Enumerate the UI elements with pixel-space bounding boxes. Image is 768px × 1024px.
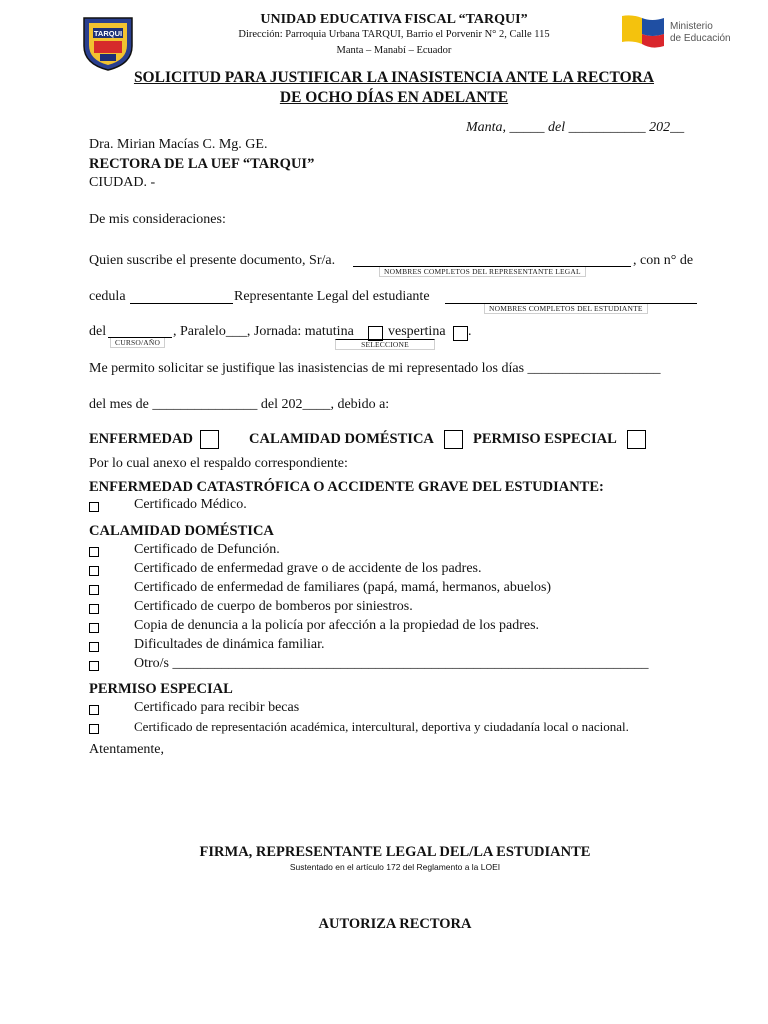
annex-text: Por lo cual anexo el respaldo correspondiente: [89,456,348,471]
recipient-city: CIUDAD. - [89,175,156,190]
checkbox-bomberos[interactable] [89,604,99,614]
section-catastrofica-title: ENFERMEDAD CATASTRÓFICA O ACCIDENTE GRAVE DEL ESTUDIANTE: [89,479,604,495]
item-defuncion: Certificado de Defunción. [134,542,280,557]
reason-calamidad-label: CALAMIDAD DOMÉSTICA [249,431,434,447]
reason-calamidad-checkbox[interactable] [444,430,463,449]
item-dinamica-familiar: Dificultades de dinámica familiar. [134,637,325,652]
reason-enfermedad-checkbox[interactable] [200,430,219,449]
item-becas: Certificado para recibir becas [134,700,300,715]
vespertina-checkbox[interactable] [453,326,468,341]
checkbox-enfermedad-familiares[interactable] [89,585,99,595]
item-representacion: Certificado de representación académica, intercultural, deportiva y ciudadanía local o nacional. [134,719,629,734]
school-address: Dirección: Parroquia Urbana TARQUI, Barrio el Porvenir N° 2, Calle 115 [238,29,550,40]
vespertina-label: vespertina [388,324,446,339]
school-name: UNIDAD EDUCATIVA FISCAL “TARQUI” [260,12,528,27]
student-label: Representante Legal del estudiante [234,289,430,304]
school-location: Manta – Manabí – Ecuador [336,45,452,56]
course-label: del [89,324,107,339]
closing-text: Atentamente, [89,742,165,757]
select-caption: SELECCIONE [335,339,435,350]
signature-label: FIRMA, REPRESENTANTE LEGAL DEL/LA ESTUDIANTE [199,844,591,860]
document-title-line1: SOLICITUD PARA JUSTIFICAR LA INASISTENCIA ANTE LA RECTORA [133,69,655,86]
checkbox-certificado-medico[interactable] [89,502,99,512]
reason-permiso-label: PERMISO ESPECIAL [473,431,617,447]
reason-enfermedad-label: ENFERMEDAD [89,431,193,447]
checkbox-otros[interactable] [89,661,99,671]
logo-text: TARQUI [93,29,123,38]
ministry-name-line1: Ministerio [670,21,713,32]
course-caption: CURSO/AÑO [110,338,165,348]
paralelo-jornada-label: , Paralelo___, Jornada: matutina [173,324,354,339]
checkbox-denuncia[interactable] [89,623,99,633]
item-bomberos: Certificado de cuerpo de bomberos por siniestros. [134,599,413,614]
period-dot: . [468,324,472,339]
cedula-field[interactable] [130,303,233,304]
item-denuncia: Copia de denuncia a la policía por afección a la propiedad de los padres. [134,618,540,633]
date-line: Manta, _____ del ___________ 202__ [466,120,685,135]
checkbox-defuncion[interactable] [89,547,99,557]
item-otros: Otro/s ____________________________________________________________________ [134,656,649,671]
representative-name-caption: NOMBRES COMPLETOS DEL REPRESENTANTE LEGAL [379,267,586,277]
document-title-line2: DE OCHO DÍAS EN ADELANTE [279,89,509,106]
recipient-name: Dra. Mirian Macías C. Mg. GE. [89,137,268,152]
ministry-flag-icon [622,14,668,50]
item-certificado-medico: Certificado Médico. [134,497,247,512]
item-enfermedad-familiares: Certificado de enfermedad de familiares (papá, mamá, hermanos, abuelos) [134,580,552,595]
section-permiso-title: PERMISO ESPECIAL [89,681,233,697]
requester-line-end: , con n° de [633,253,694,268]
checkbox-enfermedad-padres[interactable] [89,566,99,576]
checkbox-becas[interactable] [89,705,99,715]
greeting: De mis consideraciones: [89,212,226,227]
recipient-position: RECTORA DE LA UEF “TARQUI” [89,156,315,172]
authorize-label: AUTORIZA RECTORA [318,916,472,932]
signature-note: Sustentado en el artículo 172 del Reglamento a la LOEI [289,862,501,872]
section-calamidad-title: CALAMIDAD DOMÉSTICA [89,523,274,539]
student-name-caption: NOMBRES COMPLETOS DEL ESTUDIANTE [484,304,648,314]
cedula-label: cedula [89,289,126,304]
ministry-name-line2: de Educación [670,33,731,44]
item-enfermedad-padres: Certificado de enfermedad grave o de accidente de los padres. [134,561,482,576]
ministry-logo [622,12,732,54]
checkbox-dinamica-familiar[interactable] [89,642,99,652]
month-line: del mes de _______________ del 202____, debido a: [89,397,390,412]
days-line: Me permito solicitar se justifique las inasistencias de mi representado los días ___________________ [89,361,661,376]
requester-line-start: Quien suscribe el presente documento, Sr/a. [89,253,336,268]
reason-permiso-checkbox[interactable] [627,430,646,449]
checkbox-representacion[interactable] [89,724,99,734]
